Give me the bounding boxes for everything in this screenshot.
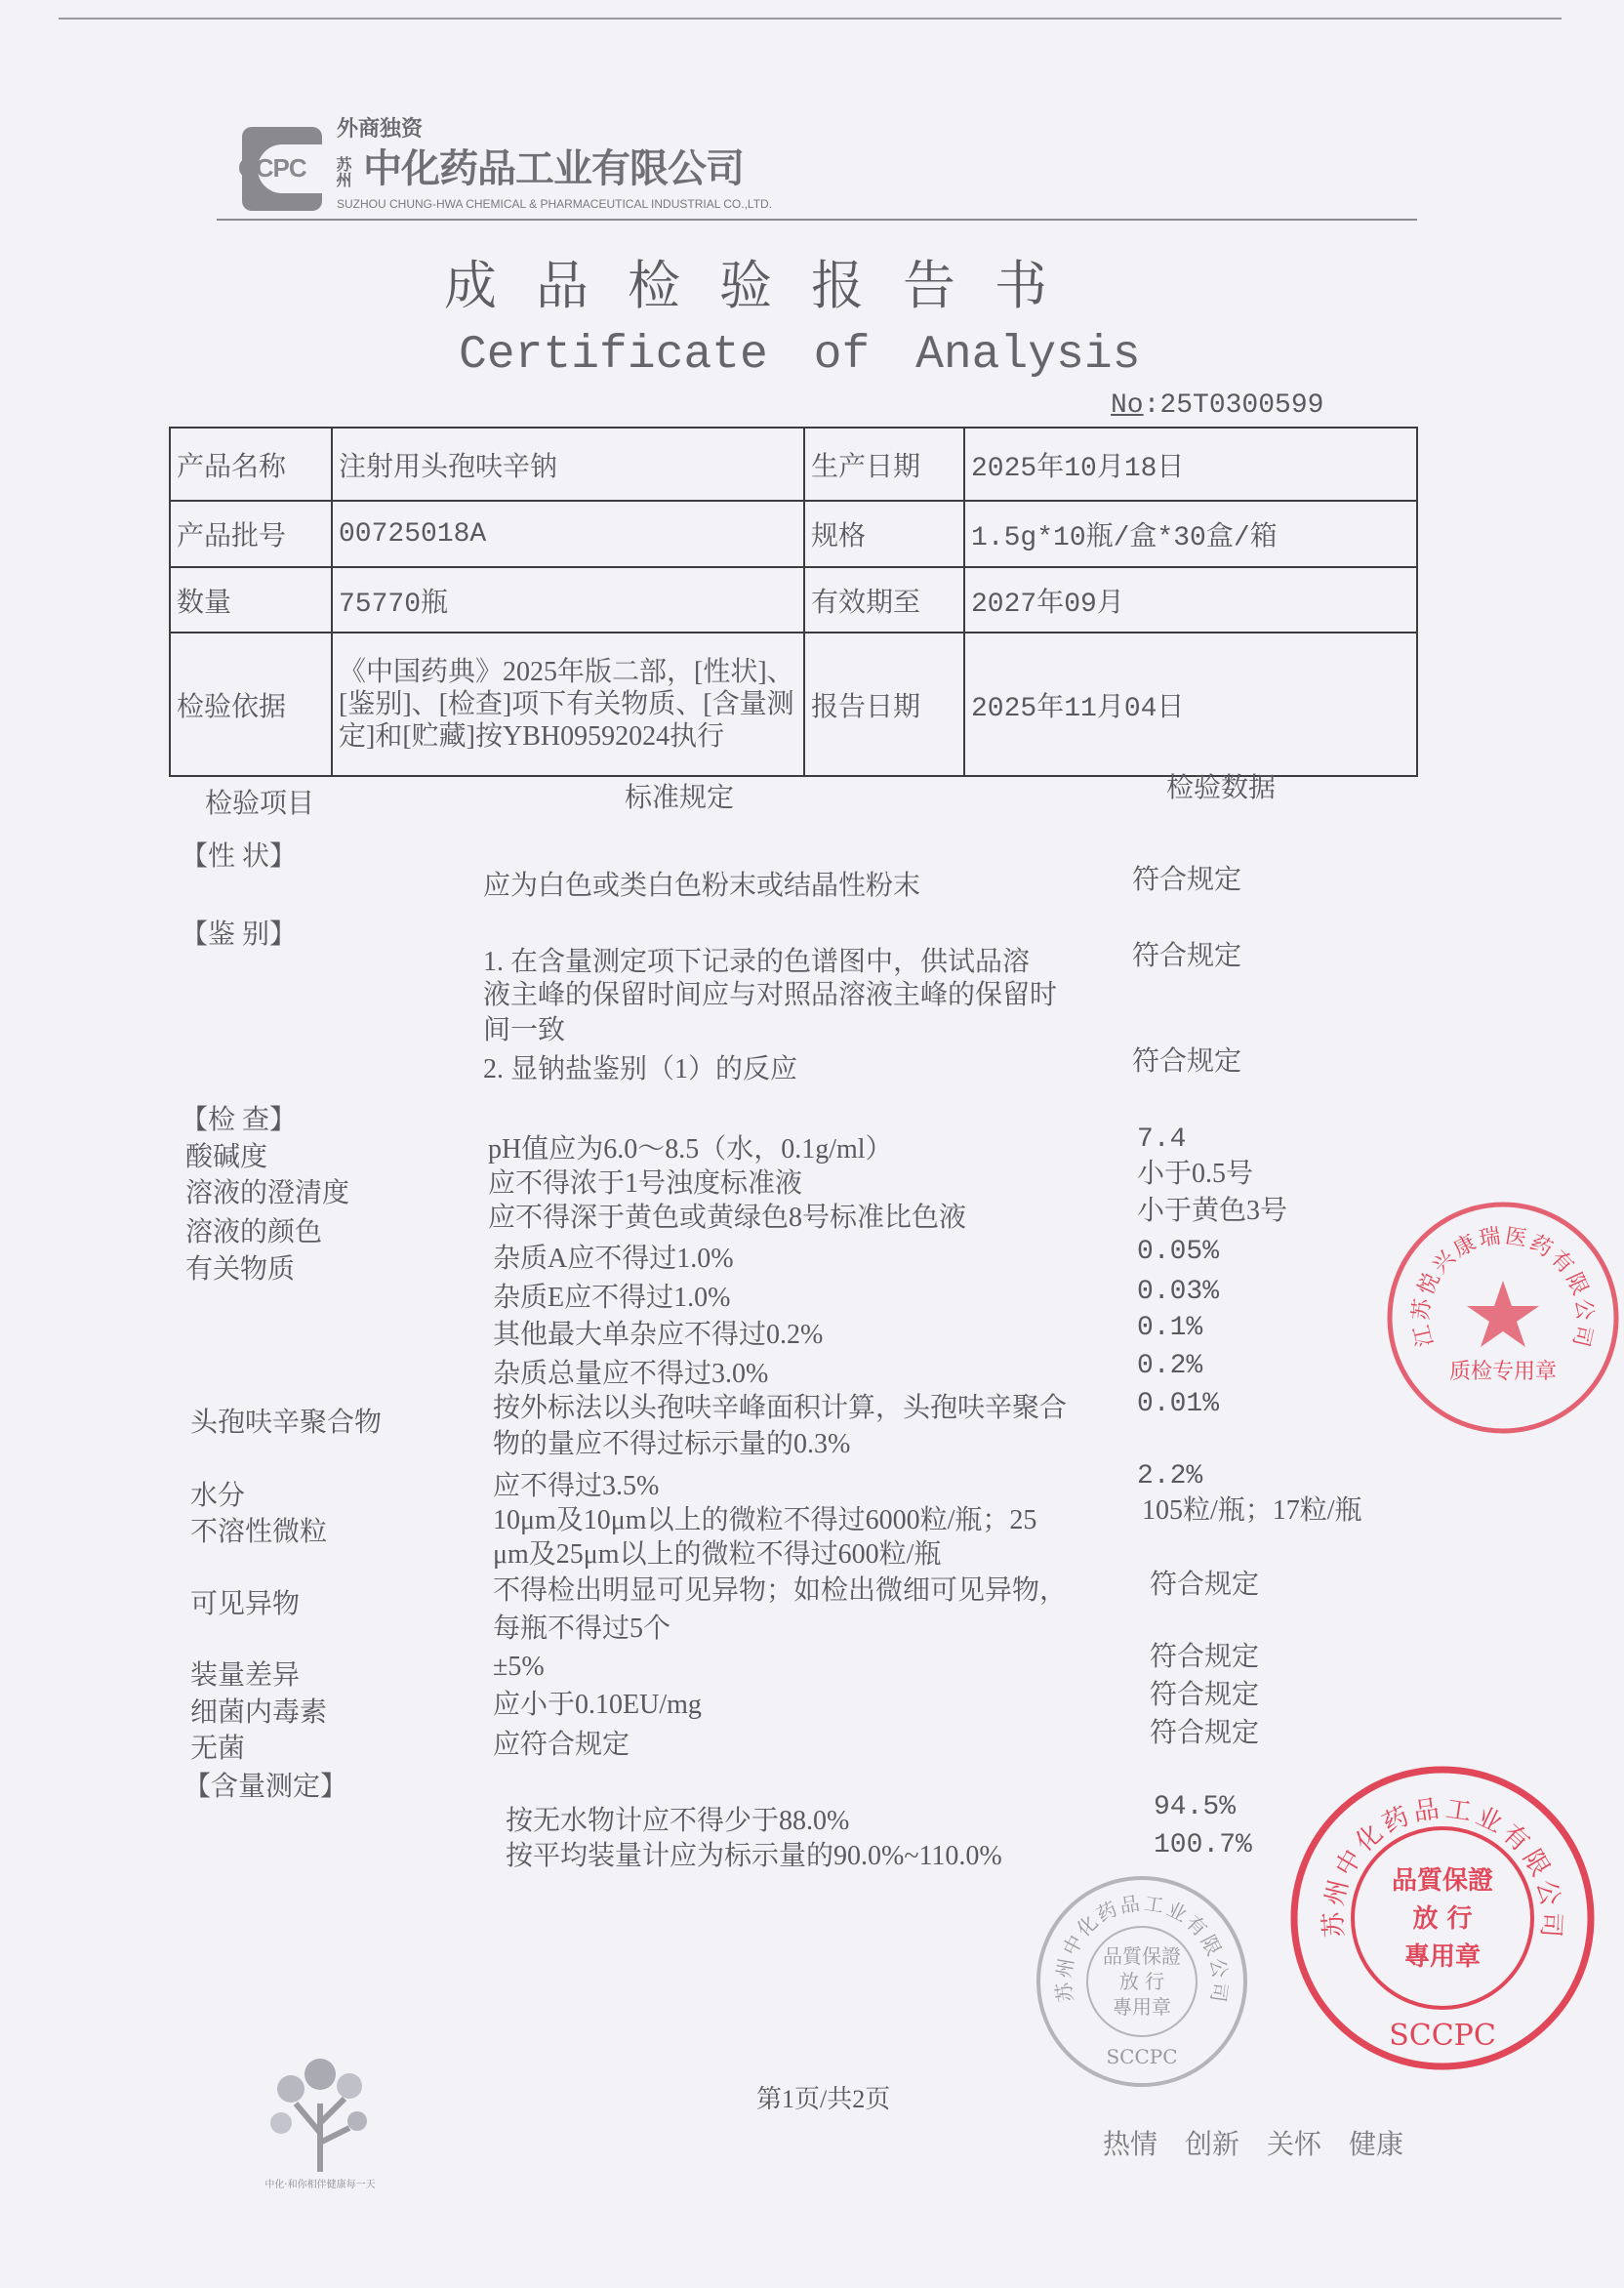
stamp-ring-char: 化 <box>1072 1910 1103 1941</box>
page-indicator: 第1页/共2页 <box>756 2085 891 2113</box>
label-report-date: 报告日期 <box>804 633 964 776</box>
stamp-ring-char: 业 <box>1162 1897 1192 1927</box>
std-sterility: 应符合规定 <box>493 1730 630 1760</box>
red-stamp-line1: 品質保證 <box>1391 1866 1494 1896</box>
item-color: 溶液的颜色 <box>185 1217 323 1247</box>
data-clarity: 小于0.5号 <box>1137 1159 1254 1189</box>
stamp-ring-char: 有 <box>1496 1818 1535 1859</box>
stamp-ring-char: 工 <box>1142 1891 1166 1918</box>
stamp-ring-char: 业 <box>1471 1801 1507 1840</box>
value-product-name: 注射用头孢呋辛钠 <box>332 428 804 501</box>
std-impurity-e: 杂质E应不得过1.0% <box>493 1283 731 1313</box>
stamp-ring-char: 司 <box>1567 1322 1597 1349</box>
std-fill-variation: ±5% <box>493 1652 545 1682</box>
col-header-data: 检验数据 <box>1166 773 1277 803</box>
data-particles: 105粒/瓶；17粒/瓶 <box>1142 1495 1362 1526</box>
logo-text: CCPC <box>238 153 306 183</box>
title-en: Certificate of Analysis <box>459 329 1141 382</box>
std-total-impurity: 杂质总量应不得过3.0% <box>493 1359 769 1389</box>
stamp-ring-char: 康 <box>1449 1230 1481 1263</box>
gray-stamp-line2: 放 行 <box>1118 1970 1165 1993</box>
item-fill-variation: 装量差异 <box>190 1660 301 1691</box>
std-water: 应不得过3.5% <box>493 1471 660 1501</box>
header-divider <box>217 219 1417 221</box>
item-sterility: 无菌 <box>190 1734 246 1764</box>
star-icon <box>1467 1281 1539 1347</box>
data-water: 2.2% <box>1137 1461 1203 1491</box>
std-ident2: 2. 显钠盐鉴别（1）的反应 <box>483 1054 798 1084</box>
company-name-en: SUZHOU CHUNG-HWA CHEMICAL & PHARMACEUTICAL INDUSTRIAL CO.,LTD. <box>337 197 773 211</box>
std-polymer-line2: 物的量应不得过标示量的0.3% <box>493 1429 851 1459</box>
stamp-ring-char: 限 <box>1196 1931 1227 1960</box>
stamp-ring-char: 中 <box>1057 1931 1088 1960</box>
label-basis: 检验依据 <box>170 633 332 776</box>
data-sterility: 符合规定 <box>1150 1718 1260 1748</box>
stamp-ring-char: 药 <box>1525 1230 1557 1263</box>
stamp-ring-char: 苏 <box>1319 1910 1351 1939</box>
label-batch: 产品批号 <box>170 501 332 567</box>
data-color: 小于黄色3号 <box>1137 1196 1288 1226</box>
std-max-single-impurity: 其他最大单杂应不得过0.2% <box>493 1320 824 1350</box>
item-related-substances: 有关物质 <box>185 1254 296 1285</box>
std-ph: pH值应为6.0～8.5（水，0.1g/ml） <box>488 1134 893 1164</box>
std-color: 应不得深于黄色或黄绿色8号标准比色液 <box>488 1203 967 1233</box>
stamp-ring-char: 品 <box>1117 1891 1142 1918</box>
stamp-ring-char: 司 <box>1205 1981 1233 2004</box>
label-product-name: 产品名称 <box>170 428 332 501</box>
data-fill-variation: 符合规定 <box>1150 1642 1260 1672</box>
section-identification: 【鉴 别】 <box>181 919 298 950</box>
item-visible-matter: 可见异物 <box>190 1589 301 1619</box>
std-ident1-line3: 间一致 <box>483 1015 566 1045</box>
item-ph: 酸碱度 <box>185 1142 268 1172</box>
qc-stamp-center-text: 质检专用章 <box>1448 1360 1558 1384</box>
value-expiry: 2027年09月 <box>964 567 1417 633</box>
std-appearance: 应为白色或类白色粉末或结晶性粉末 <box>483 871 921 901</box>
col-header-standard: 标准规定 <box>625 783 735 813</box>
data-visible-matter: 符合规定 <box>1150 1570 1260 1600</box>
data-endotoxin: 符合规定 <box>1150 1680 1260 1710</box>
std-visible-line1: 不得检出明显可见异物；如检出微细可见异物， <box>493 1575 1068 1606</box>
stamp-ring-char: 工 <box>1443 1794 1474 1828</box>
stamp-ring-char: 有 <box>1545 1246 1578 1279</box>
release-stamp-gray <box>1035 1874 1249 2089</box>
report-number: No:25T0300599 <box>1111 390 1324 421</box>
std-clarity: 应不得浓于1号浊度标准液 <box>488 1168 803 1199</box>
data-polymer: 0.01% <box>1137 1389 1220 1419</box>
company-tag: 外商独资 <box>337 117 424 142</box>
data-max-single-impurity: 0.1% <box>1137 1313 1203 1343</box>
page-edge-line <box>59 18 1562 20</box>
value-spec: 1.5g*10瓶/盒*30盒/箱 <box>964 501 1417 567</box>
std-particles-line2: μm及25μm以上的微粒不得过600粒/瓶 <box>493 1539 942 1570</box>
stamp-ring-char: 苏 <box>1051 1981 1078 2004</box>
label-spec: 规格 <box>804 501 964 567</box>
stamp-ring-char: 公 <box>1530 1877 1565 1909</box>
release-stamp-red <box>1286 1762 1599 2074</box>
item-polymer: 头孢呋辛聚合物 <box>190 1408 383 1438</box>
data-appearance: 符合规定 <box>1132 865 1242 895</box>
title-cn: 成品检验报告书 <box>444 257 1086 315</box>
label-expiry: 有效期至 <box>804 567 964 633</box>
data-ph: 7.4 <box>1137 1124 1187 1155</box>
product-info-table <box>169 427 1418 777</box>
stamp-ring-char: 限 <box>1561 1269 1593 1299</box>
stamp-ring-char: 州 <box>1051 1956 1078 1981</box>
tree-logo-caption: 中化·和你相伴健康每一天 <box>264 2180 376 2190</box>
stamp-ring-char: 公 <box>1569 1297 1597 1322</box>
section-assay: 【含量测定】 <box>183 1772 348 1802</box>
gray-stamp-line1: 品質保證 <box>1103 1944 1181 1968</box>
label-quantity: 数量 <box>170 567 332 633</box>
value-report-date: 2025年11月04日 <box>964 633 1417 776</box>
col-header-item: 检验项目 <box>205 789 315 819</box>
value-production-date: 2025年10月18日 <box>964 428 1417 501</box>
qc-stamp <box>1386 1201 1620 1435</box>
stamp-ring-char: 限 <box>1517 1844 1556 1882</box>
company-name: 中化药品工业有限公司 <box>363 146 744 191</box>
data-assay-label-claim: 100.7% <box>1154 1830 1252 1860</box>
stamp-ring-char: 悦 <box>1413 1269 1445 1299</box>
item-endotoxin: 细菌内毒素 <box>190 1697 328 1728</box>
stamp-ring-char: 江 <box>1409 1322 1439 1349</box>
stamp-ring-char: 苏 <box>1409 1297 1437 1322</box>
data-impurity-e: 0.03% <box>1137 1277 1220 1307</box>
red-stamp-line3: 專用章 <box>1403 1942 1482 1972</box>
stamp-ring-char: 化 <box>1350 1818 1389 1859</box>
gray-stamp-line3: 專用章 <box>1113 1995 1171 2019</box>
std-assay-label-claim: 按平均装量计应为标示量的90.0%~110.0% <box>506 1841 1002 1871</box>
value-basis: 《中国药典》2025年版二部，[性状]、[鉴别]、[检查]项下有关物质、[含量测定]和[贮藏]按YBH09592024执行 <box>332 633 804 776</box>
gray-stamp-bottom: SCCPC <box>1106 2045 1178 2068</box>
stamp-ring-char: 瑞 <box>1477 1224 1503 1252</box>
stamp-ring-char: 司 <box>1534 1910 1566 1939</box>
value-quantity: 75770瓶 <box>332 567 804 633</box>
stamp-ring-char: 医 <box>1503 1224 1529 1252</box>
data-ident1: 符合规定 <box>1132 941 1242 971</box>
std-assay-anhydrous: 按无水物计应不得少于88.0% <box>506 1806 850 1836</box>
company-city: 苏州 <box>334 156 352 187</box>
std-polymer-line1: 按外标法以头孢呋辛峰面积计算，头孢呋辛聚合 <box>493 1393 1068 1423</box>
stamp-ring-char: 州 <box>1320 1877 1355 1909</box>
stamp-ring-char: 有 <box>1181 1910 1212 1941</box>
data-total-impurity: 0.2% <box>1137 1351 1203 1381</box>
stamp-ring-char: 药 <box>1378 1801 1414 1840</box>
label-production-date: 生产日期 <box>804 428 964 501</box>
value-batch: 00725018A <box>332 501 804 567</box>
red-stamp-line2: 放 行 <box>1412 1904 1473 1934</box>
item-clarity: 溶液的澄清度 <box>185 1178 350 1208</box>
stamp-ring-char: 公 <box>1205 1956 1233 1981</box>
std-ident1-line1: 1. 在含量测定项下记录的色谱图中，供试品溶 <box>483 947 1031 977</box>
stamp-ring-char: 中 <box>1329 1844 1368 1882</box>
section-tests: 【检 查】 <box>181 1105 298 1135</box>
section-appearance: 【性 状】 <box>181 841 298 872</box>
std-impurity-a: 杂质A应不得过1.0% <box>493 1244 734 1274</box>
tree-logo <box>262 2045 379 2191</box>
data-assay-anhydrous: 94.5% <box>1154 1792 1237 1822</box>
item-water: 水分 <box>190 1481 246 1511</box>
std-particles-line1: 10μm及10μm以上的微粒不得过6000粒/瓶；25 <box>493 1505 1037 1535</box>
stamp-ring-char: 品 <box>1411 1794 1441 1828</box>
item-particles: 不溶性微粒 <box>190 1517 328 1547</box>
data-impurity-a: 0.05% <box>1137 1237 1220 1267</box>
std-visible-line2: 每瓶不得过5个 <box>493 1614 671 1644</box>
data-ident2: 符合规定 <box>1132 1046 1242 1077</box>
ccpc-logo <box>238 127 322 211</box>
std-ident1-line2: 液主峰的保留时间应与对照品溶液主峰的保留时 <box>483 980 1058 1010</box>
std-endotoxin: 应小于0.10EU/mg <box>493 1690 702 1720</box>
company-slogan: 热情 创新 关怀 健康 <box>1103 2130 1404 2160</box>
stamp-ring-char: 兴 <box>1428 1246 1461 1279</box>
red-stamp-bottom: SCCPC <box>1389 2019 1496 2053</box>
stamp-ring-char: 药 <box>1092 1897 1121 1927</box>
